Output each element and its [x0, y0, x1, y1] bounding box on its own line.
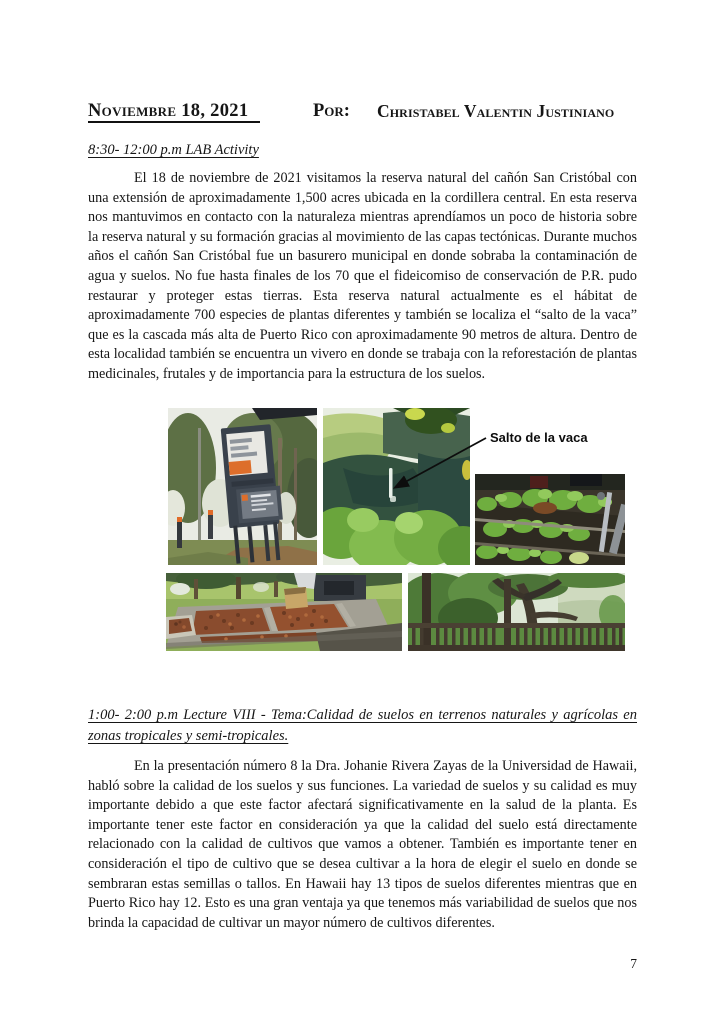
seed-trays-illustration: [166, 573, 402, 651]
author-name: Christabel Valentin Justiniano: [377, 101, 615, 121]
page-number: 7: [630, 956, 637, 971]
photo-plant-nursery: [475, 474, 625, 565]
waterfall-annotation-label: Salto de la vaca: [490, 430, 588, 445]
paragraph-lab-activity: El 18 de noviembre de 2021 visitamos la reserva natural del cañón San Cristóbal con una extensión de aproximadamente 1,500 acres ubicada en la cordillera central. En esta reserva nos mantuvimos en contacto con la naturaleza mientras aprendíamos un poco de historia sobre la reserva natural y su formación gracias al movimiento de las capas tectónicas. Durante muchos años el cañón San Cristóbal fue un basurero municipal en donde sobraba la contaminación de agua y suelos. No fue hasta finales de los 70 que el fideicomiso de conservación de P.R. pudo restaurar y proteger estas tierras. Esta reserva natural actualmente es el hábitat de aproximadamente 700 especies de plantas diferentes y también se localiza el “salto de la vaca” que es la cascada más alta de Puerto Rico con aproximadamente 90 metros de altura. Dentro de esta localidad también se encuentra un vivero en donde se trabaja con la reforestación de plantas medicinales, frutales y de importancia para la estructura de los suelos.: [88, 170, 637, 382]
nursery-illustration: [475, 474, 625, 565]
canyon-sign-illustration: [168, 408, 317, 565]
porch-view-illustration: [408, 573, 625, 651]
section-heading-lecture: 1:00- 2:00 p.m Lecture VIII - Tema:Calidad de suelos en terrenos naturales y agrícolas en zonas tropicales y semi-tropicales.: [88, 707, 637, 744]
photo-seed-drying-trays: [166, 573, 402, 651]
photo-porch-railing-view: [408, 573, 625, 651]
canyon-view-illustration: [323, 408, 470, 565]
report-header: [88, 101, 637, 125]
section-heading-lab-activity: 8:30- 12:00 p.m LAB Activity: [88, 142, 259, 158]
paragraph-lecture: En la presentación número 8 la Dra. Johanie Rivera Zayas de la Universidad de Hawaii, habló sobre la calidad de los suelos y sus funciones. La variedad de suelos y su calidad es muy importante debido a que este factor afectará significativamente en la salud de la planta. Es importante tener este factor en consideración ya que la calidad del suelo está directamente relacionado con la calidad de cultivos que vamos a obtener. También es importante tener en consideración el tipo de cultivo que se desea cultivar a la hora de elegir el suelo en donde se sembraran estas semillas o tallos. En Hawaii hay 13 tipos de suelos diferentes mientras que en Puerto Rico hay 12. Esto es una gran ventaja ya que tenemos más variabilidad de suelos que nos brinda la capacidad de cultivar un mayor número de cultivos diferentes.: [88, 758, 637, 931]
photo-canyon-entrance-sign: [168, 408, 317, 565]
photo-canyon-waterfall-view: [323, 408, 470, 565]
byline-label: Por:: [313, 101, 350, 121]
photo-collage: [88, 408, 637, 652]
entry-date: Noviembre 18, 2021: [88, 101, 260, 123]
